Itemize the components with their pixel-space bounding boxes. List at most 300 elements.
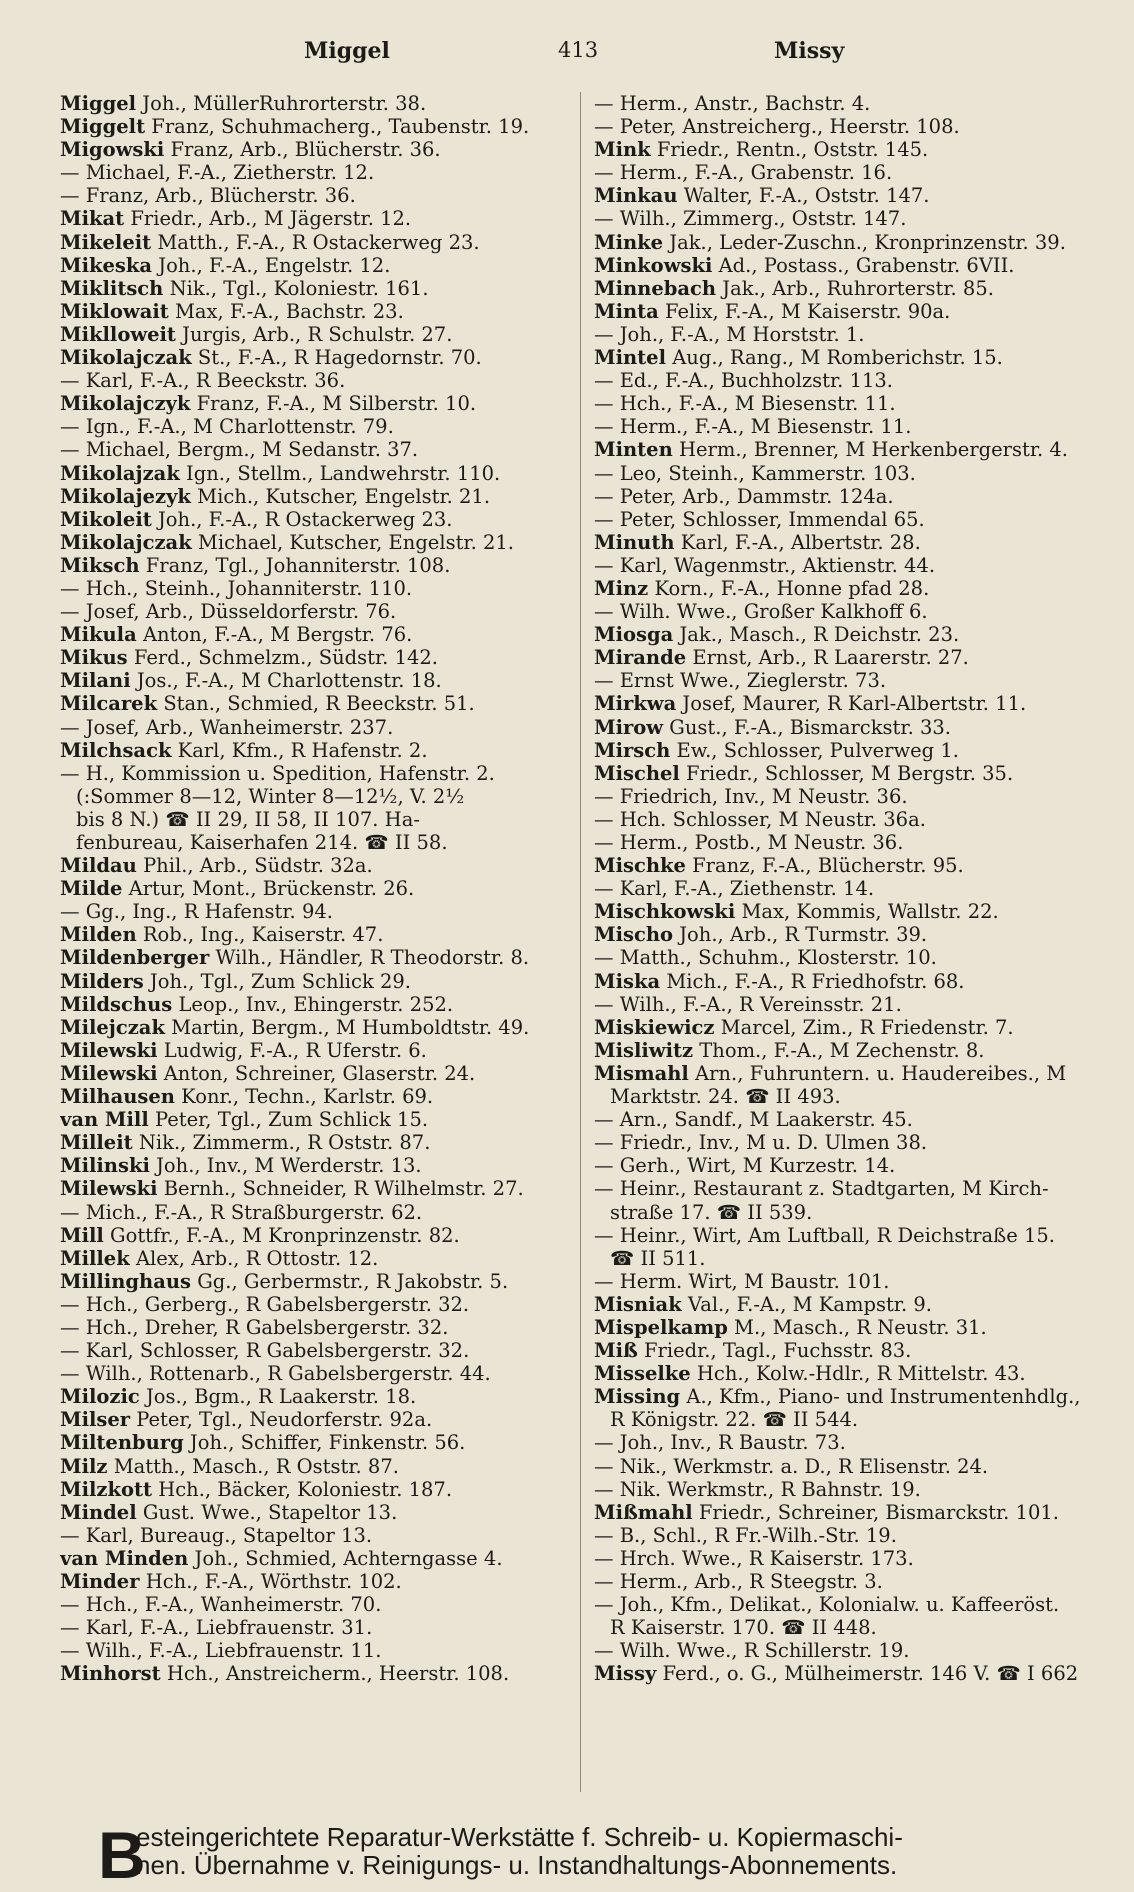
entry-surname: Minkau xyxy=(594,184,678,208)
entry-details: Jurgis, Arb., R Schulstr. 27. xyxy=(182,322,453,346)
entry-details: Mich., F.-A., R Friedhofstr. 68. xyxy=(666,969,965,993)
entry-details: Artur, Mont., Brückenstr. 26. xyxy=(128,877,415,901)
entry-surname: Mißmahl xyxy=(594,1500,693,1524)
entry-details: Ew., Schlosser, Pulverweg 1. xyxy=(676,738,959,762)
entry-details: St., F.-A., R Hagedornstr. 70. xyxy=(197,346,482,370)
header-right-keyword: Missy xyxy=(774,38,845,64)
advertisement-footer xyxy=(98,1818,1088,1892)
directory-entry xyxy=(594,485,1104,508)
directory-entry xyxy=(60,1431,580,1454)
entry-details: — Peter, Arb., Dammstr. 124a. xyxy=(594,484,894,508)
entry-surname: Miklloweit xyxy=(60,322,176,346)
entry-details: Friedr., Schlosser, M Bergstr. 35. xyxy=(686,761,1014,785)
entry-details: (:Sommer 8—12, Winter 8—12½, V. 2½ xyxy=(76,784,465,808)
page-header xyxy=(60,38,1090,78)
entry-surname: Milders xyxy=(60,969,144,993)
entry-surname: van Minden xyxy=(60,1546,189,1570)
entry-surname: Milewski xyxy=(60,1061,158,1085)
entry-details: — Arn., Sandf., M Laakerstr. 45. xyxy=(594,1108,913,1132)
directory-entry xyxy=(594,1478,1104,1501)
entry-details: — Hch., F.-A., Wanheimerstr. 70. xyxy=(60,1593,382,1617)
entry-surname: Milani xyxy=(60,669,131,693)
directory-entry xyxy=(594,184,1104,207)
entry-details: Michael, Kutscher, Engelstr. 21. xyxy=(197,530,515,554)
entry-details: Ad., Postass., Grabenstr. 6VII. xyxy=(718,253,1015,277)
entry-details: Ferd., o. G., Mülheimerstr. 146 V. ☎ I 662 xyxy=(662,1662,1079,1686)
directory-entry xyxy=(60,1524,580,1547)
entry-details: Karl, F.-A., Albertstr. 28. xyxy=(680,530,921,554)
entry-details: — Herm., F.-A., M Biesenstr. 11. xyxy=(594,415,912,439)
entry-details: Friedr., Tagl., Fuchsstr. 83. xyxy=(644,1339,912,1363)
directory-entry xyxy=(60,923,580,946)
entry-details: — Wilh., F.-A., R Vereinsstr. 21. xyxy=(594,992,902,1016)
entry-details: Joh., Inv., M Werderstr. 13. xyxy=(156,1154,422,1178)
directory-entry xyxy=(60,1339,580,1362)
entry-details: R Königstr. 22. ☎ II 544. xyxy=(610,1408,859,1432)
entry-details: — Josef, Arb., Düsseldorferstr. 76. xyxy=(60,600,397,624)
entry-surname: Missy xyxy=(594,1662,657,1686)
entry-details: Franz, Schuhmacherg., Taubenstr. 19. xyxy=(151,115,530,139)
entry-details: — Hch. Schlosser, M Neustr. 36a. xyxy=(594,807,926,831)
entry-details: — Karl, Schlosser, R Gabelsbergerstr. 32. xyxy=(60,1339,470,1363)
entry-details: Stan., Schmied, R Beeckstr. 51. xyxy=(163,692,475,716)
entry-details: — Joh., Inv., R Baustr. 73. xyxy=(594,1431,846,1455)
entry-surname: Miska xyxy=(594,969,661,993)
entry-details: — Wilh. Wwe., R Schillerstr. 19. xyxy=(594,1639,910,1663)
entry-surname: Mirande xyxy=(594,646,687,670)
entry-details: Nik., Tgl., Koloniestr. 161. xyxy=(169,276,429,300)
directory-entry xyxy=(594,92,1104,115)
page-number: 413 xyxy=(558,38,599,62)
entry-details: — Karl, Bureaug., Stapeltor 13. xyxy=(60,1523,373,1547)
entry-details: Konr., Techn., Karlstr. 69. xyxy=(181,1085,434,1109)
directory-entry xyxy=(60,1016,580,1039)
entry-details: Martin, Bergm., M Humboldtstr. 49. xyxy=(171,1015,530,1039)
directory-entry xyxy=(60,1316,580,1339)
directory-entry xyxy=(594,946,1104,969)
directory-entry xyxy=(594,231,1104,254)
entry-details: — Leo, Steinh., Kammerstr. 103. xyxy=(594,461,916,485)
entry-details: Jak., Leder-Zuschn., Kronprinzenstr. 39. xyxy=(669,230,1066,254)
entry-surname: Missing xyxy=(594,1385,681,1409)
entry-surname: Mischo xyxy=(594,923,674,947)
directory-entry xyxy=(594,392,1104,415)
directory-entry xyxy=(594,369,1104,392)
entry-details: Ign., Stellm., Landwehrstr. 110. xyxy=(186,461,501,485)
entry-details: — H., Kommission u. Spedition, Hafenstr. 2. xyxy=(60,761,495,785)
directory-entry xyxy=(60,808,580,831)
entry-surname: Milleit xyxy=(60,1131,133,1155)
entry-surname: Mirkwa xyxy=(594,692,677,716)
directory-entry xyxy=(60,323,580,346)
entry-details: — Gg., Ing., R Hafenstr. 94. xyxy=(60,900,333,924)
entry-surname: Mikolajczyk xyxy=(60,392,191,416)
entry-surname: Minuth xyxy=(594,530,675,554)
directory-entry xyxy=(60,877,580,900)
directory-entry xyxy=(594,716,1104,739)
entry-details: Gottfr., F.-A., M Kronprinzenstr. 82. xyxy=(110,1223,460,1247)
entry-details: — Hch., Gerberg., R Gabelsbergerstr. 32. xyxy=(60,1292,470,1316)
entry-surname: Misliwitz xyxy=(594,1038,694,1062)
entry-details: — Gerh., Wirt, M Kurzestr. 14. xyxy=(594,1154,896,1178)
directory-entry xyxy=(60,161,580,184)
entry-details: Franz, Tgl., Johanniterstr. 108. xyxy=(145,553,451,577)
entry-surname: van Mill xyxy=(60,1108,149,1132)
directory-entry xyxy=(60,600,580,623)
entry-details: Herm., Brenner, M Herkenbergerstr. 4. xyxy=(678,438,1069,462)
directory-entry xyxy=(60,300,580,323)
directory-entry xyxy=(60,115,580,138)
entry-details: — Karl, F.-A., Liebfrauenstr. 31. xyxy=(60,1616,373,1640)
entry-surname: Mischkowski xyxy=(594,900,736,924)
directory-entry xyxy=(594,739,1104,762)
directory-entry xyxy=(594,1662,1104,1685)
entry-surname: Mischke xyxy=(594,854,686,878)
entry-details: Bernh., Schneider, R Wilhelmstr. 27. xyxy=(163,1177,524,1201)
directory-entry xyxy=(60,184,580,207)
directory-entry xyxy=(60,369,580,392)
entry-details: Joh., MüllerRuhrorterstr. 38. xyxy=(142,92,427,115)
entry-details: — Heinr., Wirt, Am Luftball, R Deichstraße 15. xyxy=(594,1223,1055,1247)
directory-entry xyxy=(594,438,1104,461)
entry-details: Hch., Kolw.-Hdlr., R Mittelstr. 43. xyxy=(696,1362,1026,1386)
entry-surname: Miskiewicz xyxy=(594,1015,715,1039)
directory-entry xyxy=(594,1108,1104,1131)
directory-entry xyxy=(60,1616,580,1639)
entry-details: Wilh., Händler, R Theodorstr. 8. xyxy=(215,946,530,970)
directory-entry xyxy=(60,462,580,485)
directory-entry xyxy=(594,1593,1104,1616)
entry-details: Gg., Gerbermstr., R Jakobstr. 5. xyxy=(197,1269,509,1293)
entry-details: Walter, F.-A., Oststr. 147. xyxy=(683,184,930,208)
entry-surname: Mirow xyxy=(594,715,664,739)
entry-details: — B., Schl., R Fr.-Wilh.-Str. 19. xyxy=(594,1523,897,1547)
entry-details: Peter, Tgl., Zum Schlick 15. xyxy=(154,1108,429,1132)
entry-details: — Josef, Arb., Wanheimerstr. 237. xyxy=(60,715,394,739)
directory-entry xyxy=(60,1201,580,1224)
entry-surname: Mikolajczak xyxy=(60,530,192,554)
right-column xyxy=(594,92,1104,1685)
entry-surname: Mildenberger xyxy=(60,946,210,970)
entry-details: Jos., Bgm., R Laakerstr. 18. xyxy=(145,1385,417,1409)
entry-details: Hch., Anstreicherm., Heerstr. 108. xyxy=(166,1662,510,1686)
entry-details: Jos., F.-A., M Charlottenstr. 18. xyxy=(136,669,442,693)
entry-details: — Nik., Werkmstr. a. D., R Elisenstr. 24. xyxy=(594,1454,989,1478)
entry-details: fenbureau, Kaiserhafen 214. ☎ II 58. xyxy=(76,831,448,854)
entry-surname: Milcarek xyxy=(60,692,158,716)
directory-entry xyxy=(594,808,1104,831)
directory-entry xyxy=(60,1362,580,1385)
entry-details: Ferd., Schmelzm., Südstr. 142. xyxy=(133,646,438,670)
entry-details: Peter, Tgl., Neudorferstr. 92a. xyxy=(136,1408,433,1432)
directory-entry xyxy=(60,1224,580,1247)
directory-entry xyxy=(60,531,580,554)
directory-entry xyxy=(594,1501,1104,1524)
directory-entry xyxy=(594,1270,1104,1293)
entry-details: A., Kfm., Piano- und Instrumentenhdlg., xyxy=(686,1385,1081,1409)
directory-entry xyxy=(594,831,1104,854)
directory-entry xyxy=(594,346,1104,369)
column-divider xyxy=(580,92,581,1792)
entry-surname: Milewski xyxy=(60,1038,158,1062)
directory-entry xyxy=(594,785,1104,808)
entry-surname: Mildau xyxy=(60,854,137,878)
directory-entry xyxy=(594,1339,1104,1362)
directory-entry xyxy=(60,1501,580,1524)
header-left-keyword: Miggel xyxy=(304,38,390,64)
directory-entry xyxy=(594,1547,1104,1570)
entry-surname: Mintel xyxy=(594,346,666,370)
entry-surname: Mindel xyxy=(60,1500,137,1524)
entry-surname: Minz xyxy=(594,576,649,600)
directory-entry xyxy=(594,1131,1104,1154)
directory-entry xyxy=(594,254,1104,277)
directory-entry xyxy=(60,739,580,762)
entry-details: — Wilh., Zimmerg., Oststr. 147. xyxy=(594,207,907,231)
entry-surname: Minkowski xyxy=(594,253,713,277)
directory-entry xyxy=(594,1616,1104,1639)
footer-line-1: esteingerichtete Reparatur-Werkstätte f. Schreib- u. Kopiermaschi- xyxy=(136,1822,903,1852)
directory-entry xyxy=(60,1593,580,1616)
entry-details: — Friedrich, Inv., M Neustr. 36. xyxy=(594,784,908,808)
directory-entry xyxy=(60,1177,580,1200)
directory-entry xyxy=(594,115,1104,138)
entry-surname: Mikolajzak xyxy=(60,461,180,485)
entry-details: — Friedr., Inv., M u. D. Ulmen 38. xyxy=(594,1131,928,1155)
directory-entry xyxy=(60,508,580,531)
directory-entry xyxy=(60,346,580,369)
entry-details: Marcel, Zim., R Friedenstr. 7. xyxy=(720,1015,1014,1039)
entry-details: Joh., Tgl., Zum Schlick 29. xyxy=(149,969,411,993)
entry-details: Ludwig, F.-A., R Uferstr. 6. xyxy=(163,1038,427,1062)
entry-surname: Milejczak xyxy=(60,1015,165,1039)
entry-details: Matth., F.-A., R Ostackerweg 23. xyxy=(157,230,480,254)
directory-entry xyxy=(594,161,1104,184)
entry-details: Aug., Rang., M Romberichstr. 15. xyxy=(672,346,1003,370)
directory-entry xyxy=(594,1431,1104,1454)
directory-entry xyxy=(60,554,580,577)
entry-details: Phil., Arb., Südstr. 32a. xyxy=(143,854,373,878)
directory-entry xyxy=(60,207,580,230)
directory-entry xyxy=(594,1293,1104,1316)
directory-entry xyxy=(594,462,1104,485)
entry-details: Anton, Schreiner, Glaserstr. 24. xyxy=(163,1061,476,1085)
directory-entry xyxy=(594,1524,1104,1547)
directory-entry xyxy=(594,508,1104,531)
entry-details: Mich., Kutscher, Engelstr. 21. xyxy=(197,484,491,508)
footer-line-2: nen. Übernahme v. Reinigungs- u. Instandhaltungs-Abonnements. xyxy=(136,1850,898,1880)
directory-entry xyxy=(594,415,1104,438)
entry-surname: Milewski xyxy=(60,1177,158,1201)
entry-surname: Milser xyxy=(60,1408,131,1432)
directory-entry xyxy=(594,762,1104,785)
directory-entry xyxy=(594,623,1104,646)
entry-details: — Heinr., Restaurant z. Stadtgarten, M Kirch- xyxy=(594,1177,1049,1201)
directory-entry xyxy=(60,993,580,1016)
entry-details: Joh., F.-A., R Ostackerweg 23. xyxy=(157,507,453,531)
entry-details: Gust., F.-A., Bismarckstr. 33. xyxy=(669,715,951,739)
entry-surname: Milzkott xyxy=(60,1477,153,1501)
directory-entry xyxy=(594,1455,1104,1478)
entry-surname: Misselke xyxy=(594,1362,691,1386)
entry-details: ☎ II 511. xyxy=(610,1246,706,1270)
entry-details: — Wilh., Rottenarb., R Gabelsbergerstr. 44. xyxy=(60,1362,491,1386)
entry-details: Joh., F.-A., Engelstr. 12. xyxy=(158,253,391,277)
directory-entry xyxy=(60,831,580,854)
entry-details: Joh., Arb., R Turmstr. 39. xyxy=(679,923,928,947)
entry-surname: Mispelkamp xyxy=(594,1315,728,1339)
directory-entry xyxy=(60,1085,580,1108)
entry-details: — Hch., F.-A., M Biesenstr. 11. xyxy=(594,392,896,416)
directory-entry xyxy=(60,669,580,692)
entry-surname: Milozic xyxy=(60,1385,140,1409)
entry-surname: Miggelt xyxy=(60,115,146,139)
directory-entry xyxy=(594,1062,1104,1085)
entry-details: — Joh., F.-A., M Horststr. 1. xyxy=(594,322,865,346)
entry-surname: Mikolajczak xyxy=(60,346,192,370)
directory-entry xyxy=(594,854,1104,877)
entry-surname: Milhausen xyxy=(60,1085,175,1109)
entry-details: Korn., F.-A., Honne pfad 28. xyxy=(654,576,930,600)
entry-surname: Milz xyxy=(60,1454,108,1478)
entry-details: — Joh., Kfm., Delikat., Kolonialw. u. Kaffeeröst. xyxy=(594,1593,1060,1617)
directory-entry xyxy=(60,1039,580,1062)
entry-surname: Mildschus xyxy=(60,992,173,1016)
entry-details: Rob., Ing., Kaiserstr. 47. xyxy=(142,923,384,947)
entry-details: Anton, F.-A., M Bergstr. 76. xyxy=(142,623,413,647)
entry-details: — Nik. Werkmstr., R Bahnstr. 19. xyxy=(594,1477,921,1501)
directory-entry xyxy=(594,138,1104,161)
entry-details: Jak., Arb., Ruhrorterstr. 85. xyxy=(722,276,994,300)
entry-surname: Mikeska xyxy=(60,253,153,277)
directory-entry xyxy=(594,1154,1104,1177)
directory-entry xyxy=(594,1385,1104,1408)
entry-details: Hch., F.-A., Wörthstr. 102. xyxy=(145,1570,402,1593)
entry-surname: Milde xyxy=(60,877,123,901)
entry-details: — Karl, F.-A., R Beeckstr. 36. xyxy=(60,369,346,393)
entry-surname: Mikula xyxy=(60,623,137,647)
entry-details: — Michael, F.-A., Zietherstr. 12. xyxy=(60,161,375,185)
directory-entry xyxy=(60,1408,580,1431)
entry-details: Leop., Inv., Ehingerstr. 252. xyxy=(178,992,454,1016)
entry-surname: Minta xyxy=(594,299,659,323)
directory-entry xyxy=(594,323,1104,346)
entry-details: Felix, F.-A., M Kaiserstr. 90a. xyxy=(665,299,951,323)
directory-entry xyxy=(60,1385,580,1408)
entry-surname: Miß xyxy=(594,1339,638,1363)
entry-surname: Mikat xyxy=(60,207,125,231)
entry-surname: Milden xyxy=(60,923,137,947)
directory-entry xyxy=(594,1247,1104,1270)
directory-entry xyxy=(60,762,580,785)
entry-details: Friedr., Rentn., Oststr. 145. xyxy=(656,138,929,162)
entry-surname: Miosga xyxy=(594,623,674,647)
entry-surname: Minder xyxy=(60,1570,140,1593)
entry-details: Friedr., Schreiner, Bismarckstr. 101. xyxy=(698,1500,1059,1524)
entry-details: Franz, Arb., Blücherstr. 36. xyxy=(170,138,441,162)
directory-entry xyxy=(60,138,580,161)
directory-entry xyxy=(594,669,1104,692)
entry-details: Thom., F.-A., M Zechenstr. 8. xyxy=(699,1038,985,1062)
entry-details: — Mich., F.-A., R Straßburgerstr. 62. xyxy=(60,1200,423,1224)
entry-details: Max, Kommis, Wallstr. 22. xyxy=(741,900,999,924)
directory-entry xyxy=(594,1316,1104,1339)
directory-entry xyxy=(60,231,580,254)
directory-entry xyxy=(594,993,1104,1016)
directory-entry xyxy=(594,300,1104,323)
entry-surname: Milchsack xyxy=(60,738,172,762)
directory-entry xyxy=(60,1131,580,1154)
entry-surname: Mill xyxy=(60,1223,104,1247)
directory-entry xyxy=(60,1270,580,1293)
directory-entry xyxy=(60,1570,580,1593)
entry-details: Franz, F.-A., M Silberstr. 10. xyxy=(196,392,477,416)
entry-surname: Miggel xyxy=(60,92,137,115)
entry-surname: Minten xyxy=(594,438,673,462)
entry-surname: Minhorst xyxy=(60,1662,161,1686)
directory-entry xyxy=(60,254,580,277)
directory-entry xyxy=(594,531,1104,554)
directory-entry xyxy=(60,415,580,438)
directory-entry xyxy=(594,1362,1104,1385)
directory-entry xyxy=(60,785,580,808)
directory-entry xyxy=(594,692,1104,715)
entry-surname: Miklowait xyxy=(60,299,169,323)
entry-details: — Karl, F.-A., Ziethenstr. 14. xyxy=(594,877,875,901)
entry-details: Matth., Masch., R Oststr. 87. xyxy=(113,1454,399,1478)
entry-details: — Herm., F.-A., Grabenstr. 16. xyxy=(594,161,893,185)
entry-details: Marktstr. 24. ☎ II 493. xyxy=(610,1085,841,1109)
entry-surname: Miltenburg xyxy=(60,1431,184,1455)
entry-surname: Millek xyxy=(60,1246,130,1270)
directory-entry xyxy=(594,1085,1104,1108)
directory-entry xyxy=(60,438,580,461)
entry-details: — Hch., Steinh., Johanniterstr. 110. xyxy=(60,576,413,600)
entry-details: — Matth., Schuhm., Klosterstr. 10. xyxy=(594,946,937,970)
left-column xyxy=(60,92,580,1685)
entry-details: R Kaiserstr. 170. ☎ II 448. xyxy=(610,1616,877,1640)
directory-entry xyxy=(594,1016,1104,1039)
directory-entry xyxy=(60,392,580,415)
entry-surname: Mirsch xyxy=(594,738,671,762)
entry-details: — Herm., Arb., R Steegstr. 3. xyxy=(594,1570,883,1593)
directory-entry xyxy=(60,1108,580,1131)
directory-entry xyxy=(594,207,1104,230)
directory-entry xyxy=(60,646,580,669)
entry-surname: Millinghaus xyxy=(60,1269,191,1293)
directory-entry xyxy=(60,1662,580,1685)
directory-entry xyxy=(60,485,580,508)
directory-entry xyxy=(60,970,580,993)
directory-entry xyxy=(594,554,1104,577)
directory-entry xyxy=(594,577,1104,600)
directory-entry xyxy=(60,1547,580,1570)
entry-surname: Mismahl xyxy=(594,1061,689,1085)
entry-details: Max, F.-A., Bachstr. 23. xyxy=(174,299,404,323)
directory-entry xyxy=(60,1247,580,1270)
entry-details: Gust. Wwe., Stapeltor 13. xyxy=(142,1500,398,1524)
directory-entry xyxy=(60,277,580,300)
entry-surname: Mikolajezyk xyxy=(60,484,191,508)
directory-entry xyxy=(60,623,580,646)
entry-details: M., Masch., R Neustr. 31. xyxy=(734,1315,987,1339)
directory-entry xyxy=(594,1039,1104,1062)
entry-details: — Peter, Anstreicherg., Heerstr. 108. xyxy=(594,115,960,139)
entry-details: — Peter, Schlosser, Immendal 65. xyxy=(594,507,925,531)
entry-details: — Herm., Anstr., Bachstr. 4. xyxy=(594,92,871,115)
entry-details: — Ed., F.-A., Buchholzstr. 113. xyxy=(594,369,893,393)
entry-details: Alex, Arb., R Ottostr. 12. xyxy=(135,1246,379,1270)
